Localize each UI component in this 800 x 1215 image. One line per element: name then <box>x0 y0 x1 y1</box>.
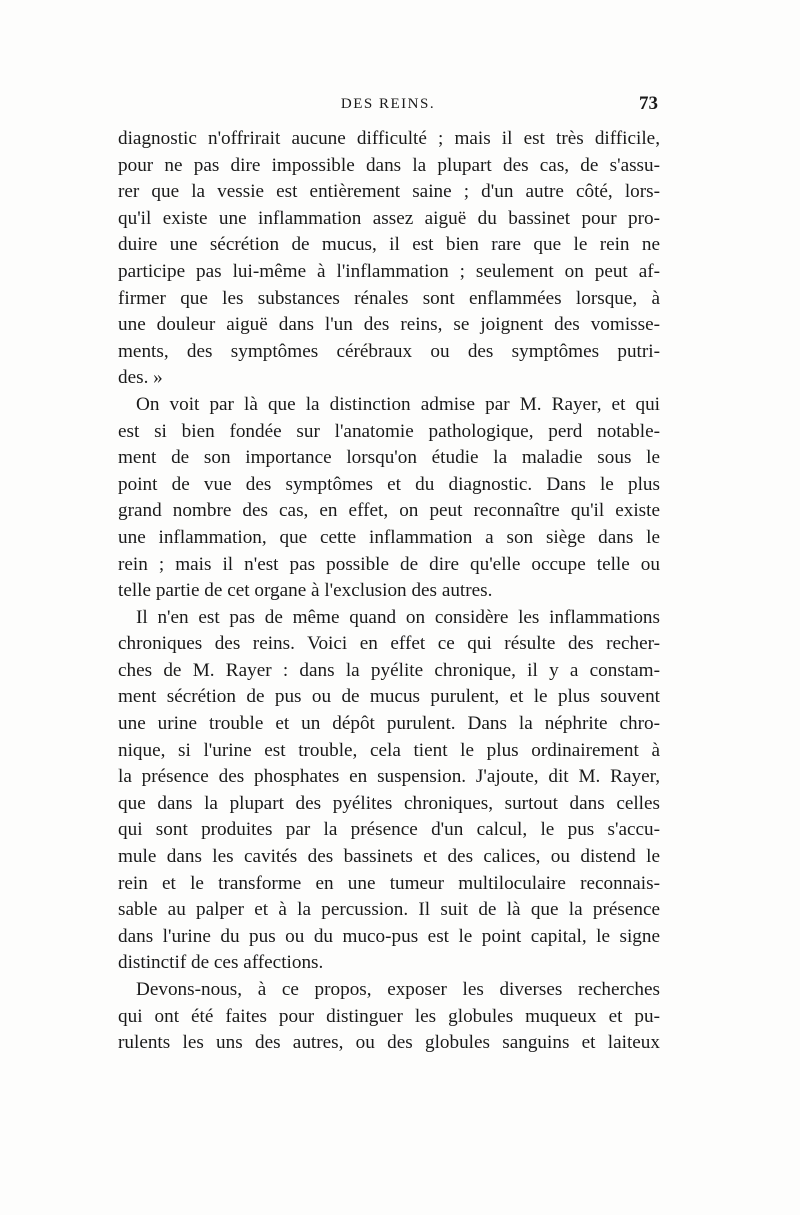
text-line: qui sont produites par la présence d'un calcul, le pus s'accu- <box>118 819 660 841</box>
text-line: distinctif de ces affections. <box>118 952 324 974</box>
text-line: On voit par là que la distinction admise par M. Rayer, et qui <box>136 393 660 415</box>
text-line: grand nombre des cas, en effet, on peut reconnaître qu'il existe <box>118 500 660 522</box>
text-line: une urine trouble et un dépôt purulent. Dans la néphrite chro- <box>118 713 660 735</box>
text-line: duire une sécrétion de mucus, il est bien rare que le rein ne <box>118 234 660 256</box>
text-line: qui ont été faites pour distinguer les globules muqueux et pu- <box>118 1005 660 1027</box>
text-line: ches de M. Rayer : dans la pyélite chronique, il y a constam- <box>118 659 660 681</box>
text-line: rer que la vessie est entièrement saine ; d'un autre côté, lors- <box>118 181 660 203</box>
text-line: chroniques des reins. Voici en effet ce qui résulte des recher- <box>118 633 660 655</box>
text-line: rulents les uns des autres, ou des globules sanguins et laiteux <box>118 1032 660 1054</box>
body-text <box>118 126 660 1057</box>
text-line: point de vue des symptômes et du diagnostic. Dans le plus <box>118 473 660 495</box>
text-line: la présence des phosphates en suspension. J'ajoute, dit M. Rayer, <box>118 766 660 788</box>
text-line: dans l'urine du pus ou du muco-pus est le point capital, le signe <box>118 925 660 947</box>
text-line: qu'il existe une inflammation assez aiguë du bassinet pour pro- <box>118 207 660 229</box>
page-header <box>118 93 658 120</box>
text-line: nique, si l'urine est trouble, cela tient le plus ordinairement à <box>118 739 660 761</box>
text-line: participe pas lui-même à l'inflammation ; seulement on peut af- <box>118 260 660 282</box>
text-line: rein ; mais il n'est pas possible de dire qu'elle occupe telle ou <box>118 553 660 575</box>
text-line: une douleur aiguë dans l'un des reins, se joignent des vomisse- <box>118 314 660 336</box>
text-line: des. » <box>118 367 163 389</box>
text-line: sable au palper et à la percussion. Il suit de là que la présence <box>118 899 660 921</box>
text-line: mule dans les cavités des bassinets et des calices, ou distend le <box>118 846 660 868</box>
text-line: est si bien fondée sur l'anatomie pathologique, perd notable- <box>118 420 660 442</box>
text-line: telle partie de cet organe à l'exclusion des autres. <box>118 580 493 602</box>
text-line: pour ne pas dire impossible dans la plupart des cas, de s'assu- <box>118 154 660 176</box>
text-line: que dans la plupart des pyélites chroniques, surtout dans celles <box>118 792 660 814</box>
text-line: une inflammation, que cette inflammation a son siège dans le <box>118 526 660 548</box>
text-line: ments, des symptômes cérébraux ou des symptômes putri- <box>118 340 660 362</box>
page-number: 73 <box>639 93 658 114</box>
text-line: ment de son importance lorsqu'on étudie la maladie sous le <box>118 447 660 469</box>
text-line: diagnostic n'offrirait aucune difficulté ; mais il est très difficile, <box>118 128 660 149</box>
text-line: ment sécrétion de pus ou de mucus purulent, et le plus souvent <box>118 686 660 708</box>
running-title: DES REINS. <box>340 96 436 112</box>
text-line: rein et le transforme en une tumeur multiloculaire reconnais- <box>118 872 660 894</box>
text-line: Devons-nous, à ce propos, exposer les diverses recherches <box>136 979 660 1000</box>
text-line: Il n'en est pas de même quand on considère les inflammations <box>136 606 660 628</box>
text-line: firmer que les substances rénales sont enflammées lorsque, à <box>118 287 660 309</box>
